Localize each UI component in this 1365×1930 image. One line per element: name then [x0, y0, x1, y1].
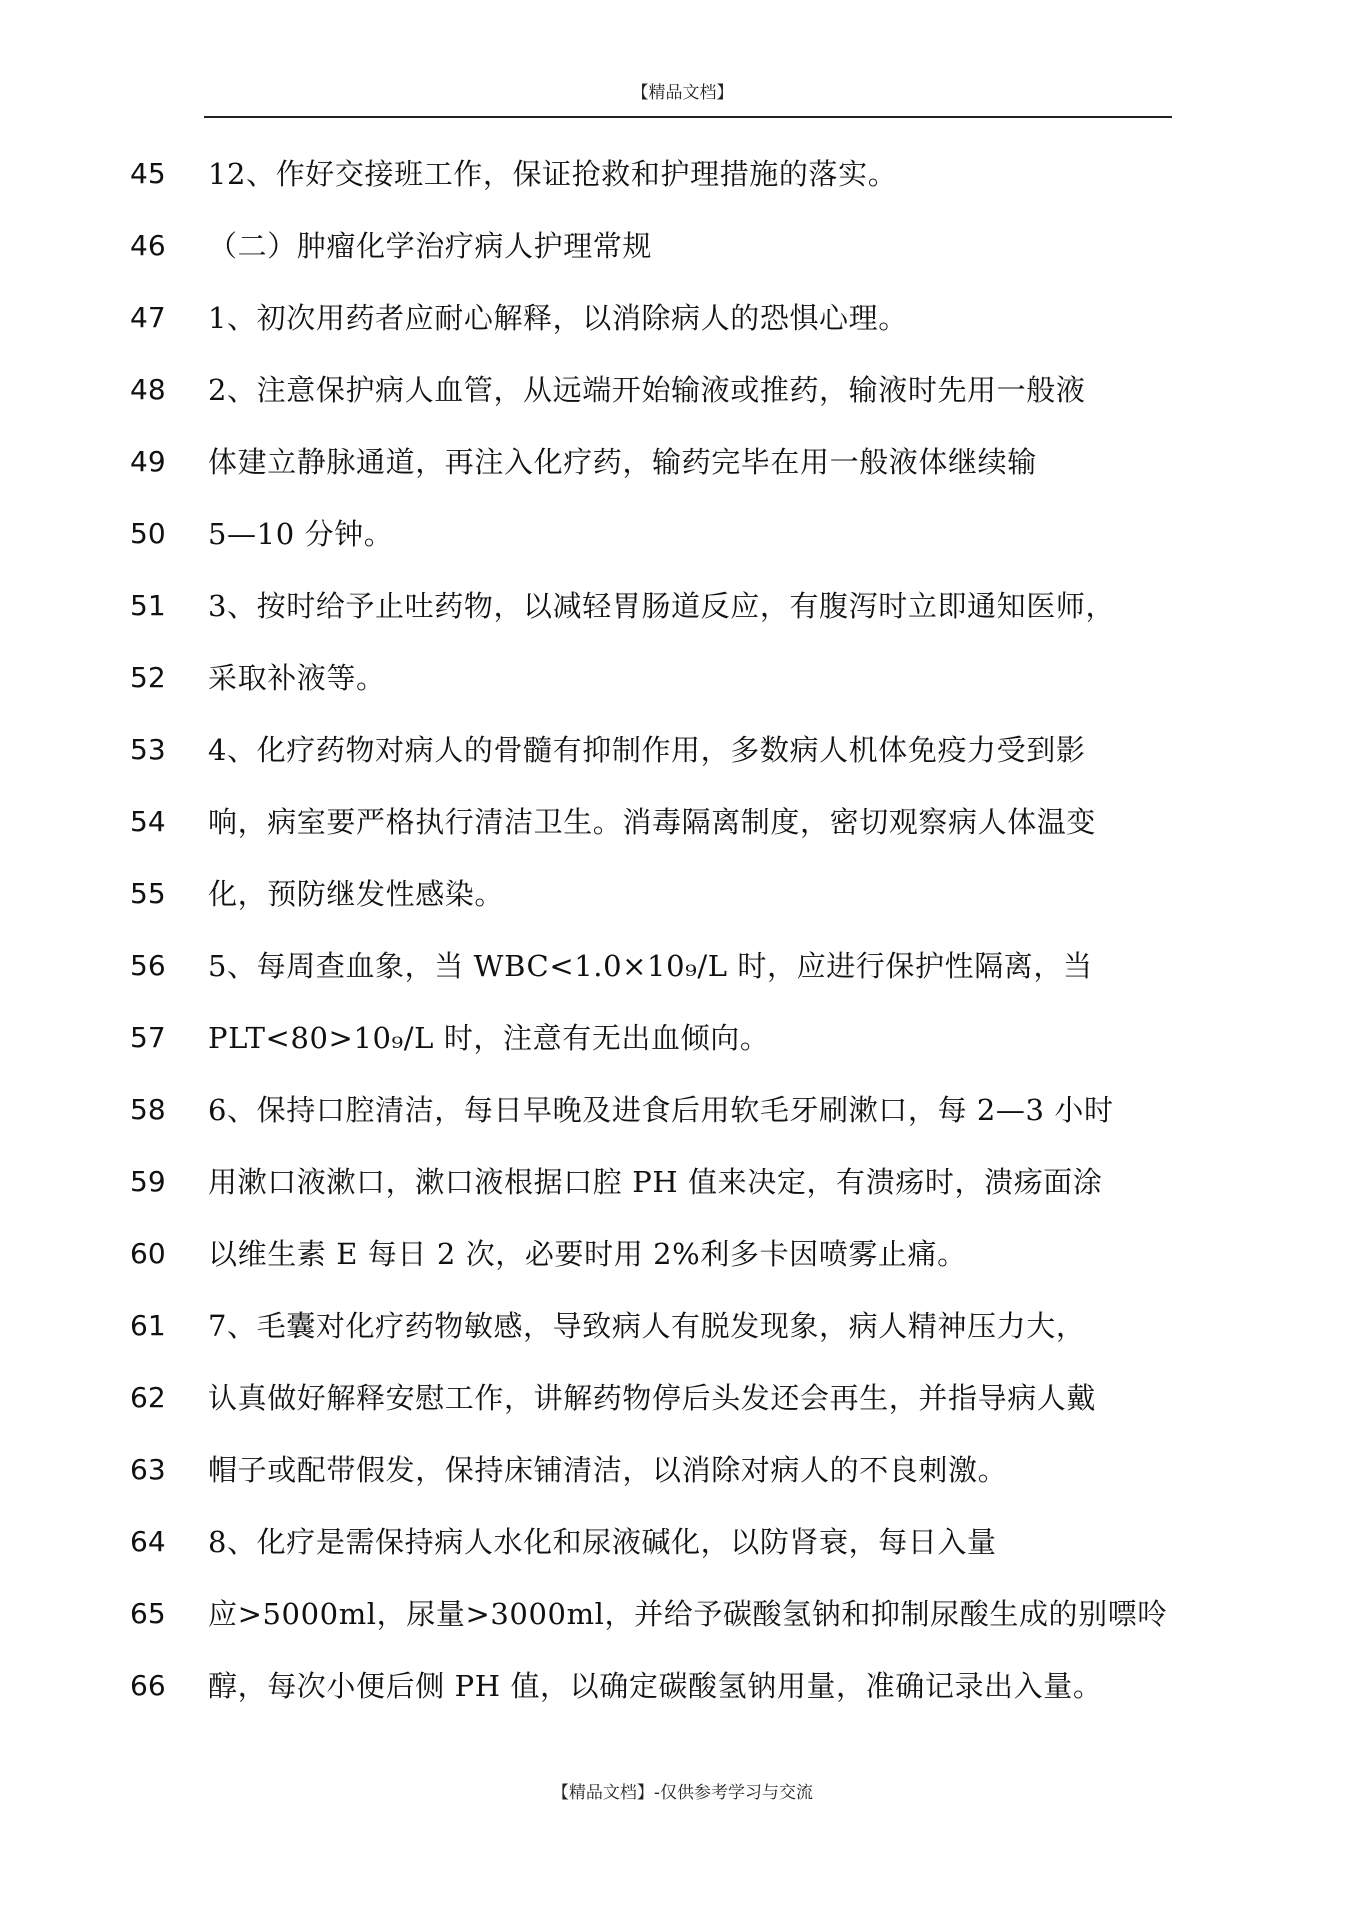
- line-number: 55: [130, 877, 166, 910]
- text-line: [0, 1082, 1365, 1154]
- line-number: 64: [130, 1525, 166, 1558]
- text-line: [0, 362, 1365, 434]
- section-heading: （二）肿瘤化学治疗病人护理常规: [208, 229, 653, 263]
- line-text: 12、作好交接班工作，保证抢救和护理措施的落实。: [208, 157, 898, 191]
- line-text: 采取补液等。: [208, 661, 386, 695]
- text-line: [0, 938, 1365, 1010]
- text-line: [0, 794, 1365, 866]
- line-text: 用漱口液漱口，漱口液根据口腔 PH 值来决定，有溃疡时，溃疡面涂: [208, 1165, 1103, 1199]
- text-line: [0, 578, 1365, 650]
- line-number: 52: [130, 661, 166, 694]
- text-line: [0, 1154, 1365, 1226]
- text-line: [0, 722, 1365, 794]
- text-line: [0, 1514, 1365, 1586]
- line-number: 54: [130, 805, 166, 838]
- text-line: [0, 866, 1365, 938]
- line-number: 50: [130, 517, 166, 550]
- text-line: [0, 1226, 1365, 1298]
- text-line: [0, 290, 1365, 362]
- line-number: 61: [130, 1309, 166, 1342]
- line-text: 醇，每次小便后侧 PH 值，以确定碳酸氢钠用量，准确记录出入量。: [208, 1669, 1103, 1703]
- line-number: 51: [130, 589, 166, 622]
- line-number: 48: [130, 373, 166, 406]
- line-number: 60: [130, 1237, 166, 1270]
- line-text: 2、注意保护病人血管，从远端开始输液或推药，输液时先用一般液: [208, 373, 1086, 407]
- line-text: 以维生素 E 每日 2 次，必要时用 2%利多卡因喷雾止痛。: [208, 1237, 967, 1271]
- line-text: 4、化疗药物对病人的骨髓有抑制作用，多数病人机体免疫力受到影: [208, 733, 1086, 767]
- line-text: 体建立静脉通道，再注入化疗药，输药完毕在用一般液体继续输: [208, 445, 1037, 479]
- text-line: [0, 434, 1365, 506]
- line-number: 56: [130, 949, 166, 982]
- line-number: 47: [130, 301, 166, 334]
- line-number: 46: [130, 229, 166, 262]
- line-text: 化，预防继发性感染。: [208, 877, 505, 911]
- line-number: 45: [130, 157, 166, 190]
- text-line: [0, 650, 1365, 722]
- line-number: 59: [130, 1165, 166, 1198]
- text-line: [0, 218, 1365, 290]
- line-text: PLT<80>10₉/L 时，注意有无出血倾向。: [208, 1021, 770, 1055]
- line-number: 62: [130, 1381, 166, 1414]
- text-line: [0, 506, 1365, 578]
- text-line: [0, 1010, 1365, 1082]
- text-line: [0, 1298, 1365, 1370]
- page-header: 【精品文档】: [631, 83, 734, 103]
- line-text: 认真做好解释安慰工作，讲解药物停后头发还会再生，并指导病人戴: [208, 1381, 1097, 1415]
- text-line: [0, 1370, 1365, 1442]
- line-text: 5—10 分钟。: [208, 517, 394, 551]
- header-divider: [204, 116, 1172, 118]
- page-footer: 【精品文档】-仅供参考学习与交流: [551, 1783, 814, 1803]
- line-number: 63: [130, 1453, 166, 1486]
- line-number: 65: [130, 1597, 166, 1630]
- line-text: 7、毛囊对化疗药物敏感，导致病人有脱发现象，病人精神压力大，: [208, 1309, 1086, 1343]
- line-text: 应>5000ml，尿量>3000ml，并给予碳酸氢钠和抑制尿酸生成的别嘌呤: [208, 1597, 1167, 1631]
- line-number: 66: [130, 1669, 166, 1702]
- line-text: 响，病室要严格执行清洁卫生。消毒隔离制度，密切观察病人体温变: [208, 805, 1097, 839]
- line-number: 49: [130, 445, 166, 478]
- text-line: [0, 1658, 1365, 1730]
- text-line: [0, 1586, 1365, 1658]
- line-text: 8、化疗是需保持病人水化和尿液碱化，以防肾衰，每日入量: [208, 1525, 997, 1559]
- line-text: 5、每周查血象，当 WBC<1.0×10₉/L 时，应进行保护性隔离，当: [208, 949, 1093, 983]
- text-line: [0, 146, 1365, 218]
- line-text: 帽子或配带假发，保持床铺清洁，以消除对病人的不良刺激。: [208, 1453, 1008, 1487]
- line-number: 58: [130, 1093, 166, 1126]
- line-text: 1、初次用药者应耐心解释，以消除病人的恐惧心理。: [208, 301, 908, 335]
- line-number: 53: [130, 733, 166, 766]
- line-text: 6、保持口腔清洁，每日早晚及进食后用软毛牙刷漱口，每 2—3 小时: [208, 1093, 1114, 1127]
- document-body: [0, 146, 1365, 1730]
- line-number: 57: [130, 1021, 166, 1054]
- text-line: [0, 1442, 1365, 1514]
- line-text: 3、按时给予止吐药物，以减轻胃肠道反应，有腹泻时立即通知医师，: [208, 589, 1116, 623]
